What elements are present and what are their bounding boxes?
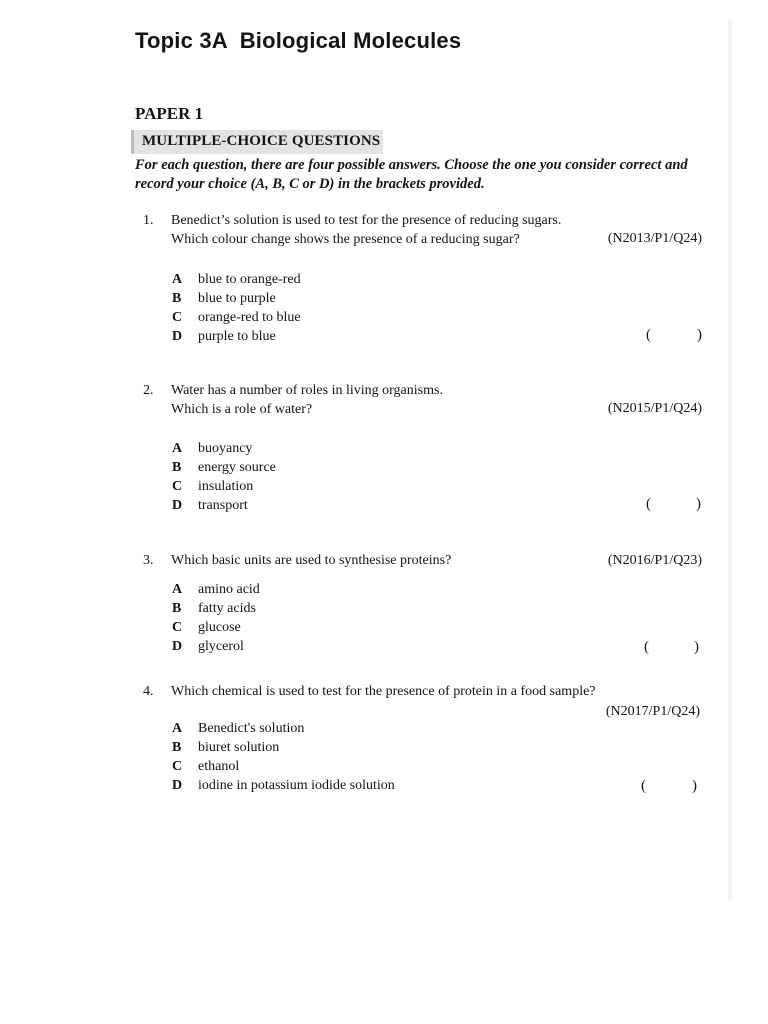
option-text: blue to orange-red bbox=[198, 272, 301, 287]
question-reference: (N2013/P1/Q24) bbox=[607, 231, 702, 246]
option-letter: C bbox=[172, 479, 183, 494]
option-letter: B bbox=[172, 291, 182, 306]
option-text: transport bbox=[198, 498, 248, 513]
question-reference: (N2017/P1/Q24) bbox=[605, 704, 700, 719]
option-letter: C bbox=[172, 310, 183, 325]
option-letter: A bbox=[172, 441, 183, 456]
question-reference: (N2016/P1/Q23) bbox=[607, 553, 702, 568]
answer-bracket-open[interactable]: ( bbox=[646, 496, 651, 512]
answer-bracket-open[interactable]: ( bbox=[641, 778, 646, 794]
answer-bracket-close[interactable]: ) bbox=[696, 496, 701, 512]
page-edge-shadow bbox=[728, 20, 732, 900]
option-letter: D bbox=[172, 778, 183, 793]
option-letter: A bbox=[172, 272, 183, 287]
topic-name: Biological Molecules bbox=[239, 28, 462, 53]
answer-bracket-close[interactable]: ) bbox=[692, 778, 697, 794]
option-text: insulation bbox=[198, 479, 254, 494]
answer-bracket-close[interactable]: ) bbox=[697, 327, 702, 343]
option-text: glucose bbox=[198, 620, 241, 635]
question-text: Which chemical is used to test for the presence of protein in a food sample? bbox=[171, 684, 596, 699]
question-text: Water has a number of roles in living organisms. bbox=[171, 383, 443, 398]
question-number: 1. bbox=[143, 213, 154, 228]
page-title bbox=[135, 28, 461, 54]
option-text: blue to purple bbox=[198, 291, 276, 306]
answer-bracket-open[interactable]: ( bbox=[646, 327, 651, 343]
option-text: iodine in potassium iodide solution bbox=[198, 778, 395, 793]
question-reference: (N2015/P1/Q24) bbox=[607, 401, 702, 416]
question-number: 3. bbox=[143, 553, 154, 568]
question-number: 4. bbox=[143, 684, 154, 699]
question-text: Which colour change shows the presence of a reducing sugar? bbox=[171, 232, 520, 247]
answer-bracket-open[interactable]: ( bbox=[644, 639, 649, 655]
section-heading: MULTIPLE-CHOICE QUESTIONS bbox=[142, 133, 381, 149]
answer-bracket-close[interactable]: ) bbox=[694, 639, 699, 655]
question-text: Benedict’s solution is used to test for the presence of reducing sugars. bbox=[171, 213, 562, 228]
option-letter: D bbox=[172, 329, 183, 344]
question-text: Which basic units are used to synthesise proteins? bbox=[171, 553, 452, 568]
option-text: fatty acids bbox=[198, 601, 256, 616]
topic-number: Topic 3A bbox=[135, 28, 228, 53]
option-text: energy source bbox=[198, 460, 276, 475]
option-letter: B bbox=[172, 740, 182, 755]
option-letter: A bbox=[172, 582, 183, 597]
option-letter: D bbox=[172, 639, 183, 654]
option-text: Benedict's solution bbox=[198, 721, 305, 736]
option-text: biuret solution bbox=[198, 740, 280, 755]
option-text: purple to blue bbox=[198, 329, 276, 344]
option-letter: C bbox=[172, 620, 183, 635]
option-text: amino acid bbox=[198, 582, 260, 597]
option-letter: D bbox=[172, 498, 183, 513]
instructions-line: record your choice (A, B, C or D) in the brackets provided. bbox=[135, 176, 485, 192]
option-text: glycerol bbox=[198, 639, 244, 654]
option-text: orange-red to blue bbox=[198, 310, 301, 325]
question-number: 2. bbox=[143, 383, 154, 398]
option-text: ethanol bbox=[198, 759, 240, 774]
question-text: Which is a role of water? bbox=[171, 402, 313, 417]
option-letter: A bbox=[172, 721, 183, 736]
option-letter: C bbox=[172, 759, 183, 774]
instructions-line: For each question, there are four possible answers. Choose the one you consider correct and bbox=[135, 157, 688, 173]
option-text: buoyancy bbox=[198, 441, 253, 456]
instructions bbox=[135, 156, 715, 194]
option-letter: B bbox=[172, 601, 182, 616]
option-letter: B bbox=[172, 460, 182, 475]
paper-label: PAPER 1 bbox=[135, 104, 204, 123]
